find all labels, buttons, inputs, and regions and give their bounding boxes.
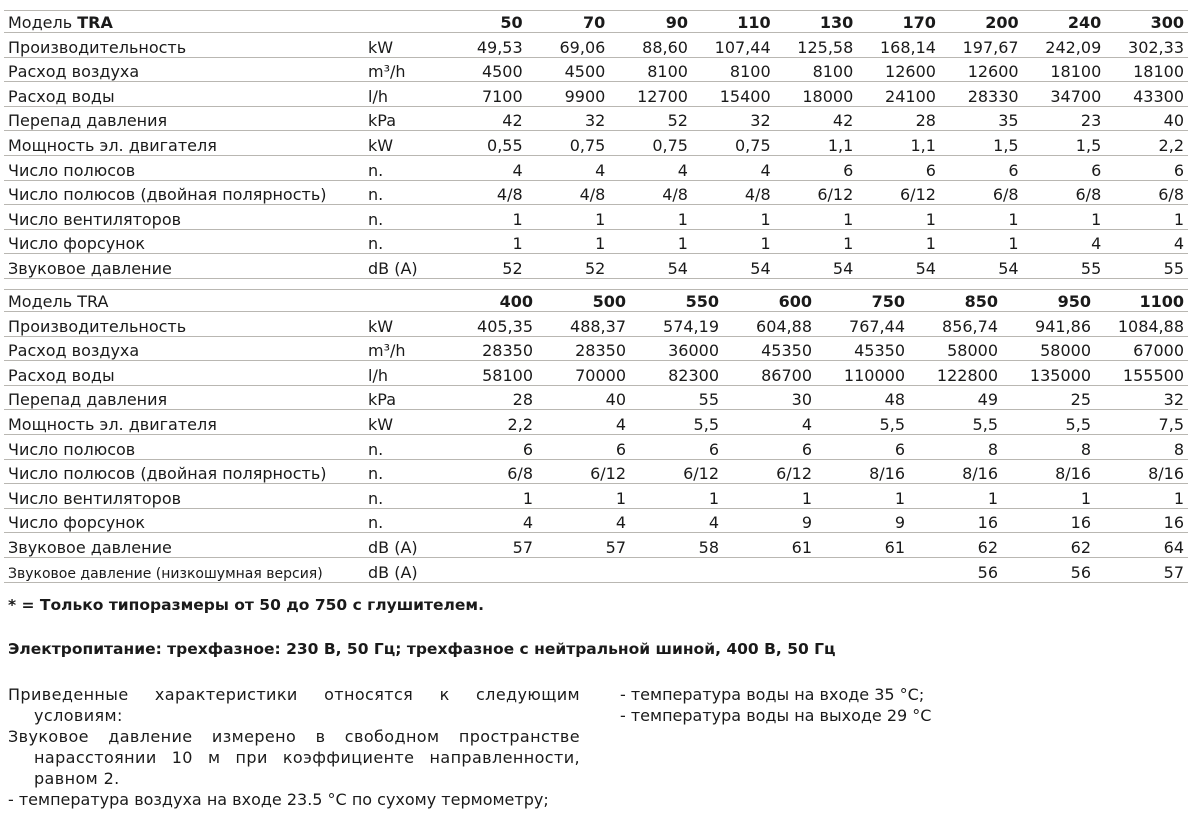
table-cell: 1 — [692, 229, 775, 254]
table-cell: 8 — [909, 434, 1002, 459]
table-cell: 70000 — [537, 361, 630, 386]
table-cell: 23 — [1023, 106, 1106, 131]
row-label: Число полюсов (двойная полярность) — [4, 180, 366, 205]
table-cell: 1 — [723, 484, 816, 509]
table-cell: 1 — [609, 229, 692, 254]
table-cell: 6 — [816, 434, 909, 459]
table-cell: 1,5 — [940, 131, 1023, 156]
table-row — [4, 385, 1188, 410]
table-cell: 767,44 — [816, 312, 909, 337]
row-unit: kPa — [366, 385, 444, 410]
row-label: Мощность эл. двигателя — [4, 410, 366, 435]
table-cell: 2,2 — [444, 410, 537, 435]
table-cell: 6/8 — [940, 180, 1023, 205]
table-cell: 40 — [1105, 106, 1188, 131]
row-unit: kW — [366, 410, 444, 435]
table-cell: 4/8 — [527, 180, 610, 205]
row-unit: dB (A) — [366, 254, 444, 279]
table-cell: 28330 — [940, 82, 1023, 107]
conditions-air-temp: - температура воздуха на входе 23.5 °С по сухому термометру; — [8, 790, 549, 809]
table-cell: 4 — [444, 508, 537, 533]
row-label: Расход воды — [4, 361, 366, 386]
table-cell: 42 — [444, 106, 527, 131]
table-cell: 4 — [723, 410, 816, 435]
table-cell: 6 — [857, 155, 940, 180]
table-cell: 55 — [630, 385, 723, 410]
table-row — [4, 312, 1188, 337]
table-cell: 4 — [630, 508, 723, 533]
table-cell: 155500 — [1095, 361, 1188, 386]
table-cell — [723, 557, 816, 582]
row-unit: l/h — [366, 361, 444, 386]
table-cell: 8/16 — [1095, 459, 1188, 484]
table-cell: 86700 — [723, 361, 816, 386]
table-cell: 52 — [444, 254, 527, 279]
conditions-right — [620, 684, 1040, 726]
unit-header — [366, 11, 444, 33]
table-cell: 6/12 — [723, 459, 816, 484]
table-cell: 28 — [444, 385, 537, 410]
table-cell: 0,75 — [527, 131, 610, 156]
spec-table-2 — [4, 289, 1188, 583]
table-cell: 12600 — [857, 57, 940, 82]
table-row — [4, 557, 1188, 582]
table-cell: 28 — [857, 106, 940, 131]
table-cell: 574,19 — [630, 312, 723, 337]
table-cell: 1 — [857, 229, 940, 254]
table-cell: 197,67 — [940, 33, 1023, 58]
table-cell: 1 — [444, 229, 527, 254]
table-cell: 6/8 — [444, 459, 537, 484]
power-supply-note: Электропитание: трехфазное: 230 В, 50 Гц; трехфазное с нейтральной шиной, 400 В, 50 Гц — [8, 640, 836, 658]
table-cell: 6 — [630, 434, 723, 459]
table-cell: 18100 — [1023, 57, 1106, 82]
table-row — [4, 106, 1188, 131]
model-number: 110 — [692, 11, 775, 33]
table-cell: 6 — [537, 434, 630, 459]
model-number: 850 — [909, 290, 1002, 312]
table-cell: 24100 — [857, 82, 940, 107]
model-label-prefix: Модель — [8, 13, 78, 32]
model-number: 50 — [444, 11, 527, 33]
table-row — [4, 336, 1188, 361]
table-cell: 405,35 — [444, 312, 537, 337]
table-cell: 242,09 — [1023, 33, 1106, 58]
table-cell: 5,5 — [1002, 410, 1095, 435]
table-cell: 4/8 — [444, 180, 527, 205]
table-cell: 58000 — [1002, 336, 1095, 361]
table-cell: 6/8 — [1023, 180, 1106, 205]
row-unit: n. — [366, 155, 444, 180]
table-cell — [537, 557, 630, 582]
table-cell: 4500 — [527, 57, 610, 82]
table-cell: 4/8 — [609, 180, 692, 205]
table-cell: 1 — [816, 484, 909, 509]
table-cell: 4/8 — [692, 180, 775, 205]
table-cell: 18100 — [1105, 57, 1188, 82]
table-cell: 8/16 — [1002, 459, 1095, 484]
table-cell: 0,75 — [609, 131, 692, 156]
unit-header — [366, 290, 444, 312]
model-number: 1100 — [1095, 290, 1188, 312]
table-row — [4, 508, 1188, 533]
table-row — [4, 361, 1188, 386]
table-cell — [630, 557, 723, 582]
spec-table-1 — [4, 10, 1188, 279]
table-row — [4, 254, 1188, 279]
table-cell: 302,33 — [1105, 33, 1188, 58]
table-cell: 16 — [1002, 508, 1095, 533]
table-cell: 16 — [1095, 508, 1188, 533]
model-number: 600 — [723, 290, 816, 312]
table-cell: 4500 — [444, 57, 527, 82]
conditions-left — [8, 684, 580, 810]
table-cell: 1 — [1105, 205, 1188, 230]
table-cell: 6 — [1105, 155, 1188, 180]
table-row — [4, 205, 1188, 230]
model-number: 240 — [1023, 11, 1106, 33]
model-number: 70 — [527, 11, 610, 33]
table-cell: 25 — [1002, 385, 1095, 410]
row-label: Звуковое давление — [4, 254, 366, 279]
table-cell: 2,2 — [1105, 131, 1188, 156]
table-row — [4, 82, 1188, 107]
row-unit: n. — [366, 180, 444, 205]
table-cell: 40 — [537, 385, 630, 410]
table-cell: 941,86 — [1002, 312, 1095, 337]
row-label: Число полюсов — [4, 155, 366, 180]
table-cell: 125,58 — [775, 33, 858, 58]
conditions-intro: Приведенные характеристики относятся к следующим условиям: — [8, 685, 580, 725]
table-row — [4, 533, 1188, 558]
table-cell: 15400 — [692, 82, 775, 107]
table-cell: 8/16 — [909, 459, 1002, 484]
table-cell: 4 — [1105, 229, 1188, 254]
model-label-series: TRA — [77, 13, 113, 32]
row-unit: dB (A) — [366, 533, 444, 558]
table-cell: 61 — [816, 533, 909, 558]
table-cell — [816, 557, 909, 582]
table-cell: 16 — [909, 508, 1002, 533]
table-cell: 1 — [537, 484, 630, 509]
model-header-row — [4, 290, 1188, 312]
table-cell: 6/12 — [537, 459, 630, 484]
table-cell: 135000 — [1002, 361, 1095, 386]
model-number: 950 — [1002, 290, 1095, 312]
table-cell: 32 — [1095, 385, 1188, 410]
table-cell: 8100 — [609, 57, 692, 82]
table-cell: 4 — [692, 155, 775, 180]
table-cell: 55 — [1023, 254, 1106, 279]
table-cell: 488,37 — [537, 312, 630, 337]
row-label: Расход воды — [4, 82, 366, 107]
model-number: 300 — [1105, 11, 1188, 33]
table-cell: 4 — [1023, 229, 1106, 254]
table-cell: 18000 — [775, 82, 858, 107]
table-cell: 1 — [940, 205, 1023, 230]
table-cell: 8 — [1002, 434, 1095, 459]
model-header-row — [4, 11, 1188, 33]
silencer-note: * = Только типоразмеры от 50 до 750 с глушителем. — [8, 596, 484, 614]
table-cell: 52 — [527, 254, 610, 279]
table-cell: 55 — [1105, 254, 1188, 279]
table-cell: 856,74 — [909, 312, 1002, 337]
table-cell: 57 — [1095, 557, 1188, 582]
table-cell: 62 — [1002, 533, 1095, 558]
table-cell: 4 — [527, 155, 610, 180]
row-label: Производительность — [4, 312, 366, 337]
row-label: Число полюсов — [4, 434, 366, 459]
table-cell: 6 — [444, 434, 537, 459]
table-cell: 1 — [692, 205, 775, 230]
table-cell: 5,5 — [909, 410, 1002, 435]
model-number: 500 — [537, 290, 630, 312]
table-row — [4, 155, 1188, 180]
model-number: 200 — [940, 11, 1023, 33]
table-cell: 54 — [940, 254, 1023, 279]
row-label: Звуковое давление (низкошумная версия) — [4, 557, 366, 582]
table-cell: 168,14 — [857, 33, 940, 58]
row-label: Число вентиляторов — [4, 205, 366, 230]
model-number: 400 — [444, 290, 537, 312]
table-cell: 49,53 — [444, 33, 527, 58]
table-cell: 45350 — [816, 336, 909, 361]
table-row — [4, 33, 1188, 58]
row-label: Мощность эл. двигателя — [4, 131, 366, 156]
row-unit: m³/h — [366, 57, 444, 82]
table-cell: 8100 — [692, 57, 775, 82]
row-unit: dB (A) — [366, 557, 444, 582]
row-unit: kW — [366, 33, 444, 58]
row-unit: n. — [366, 508, 444, 533]
row-label: Производительность — [4, 33, 366, 58]
table-cell: 4 — [537, 410, 630, 435]
table-cell: 36000 — [630, 336, 723, 361]
table-cell: 4 — [444, 155, 527, 180]
table-cell: 6/12 — [775, 180, 858, 205]
table-cell: 32 — [527, 106, 610, 131]
table-cell: 48 — [816, 385, 909, 410]
table-cell: 56 — [1002, 557, 1095, 582]
table-row — [4, 434, 1188, 459]
model-number: 90 — [609, 11, 692, 33]
table-cell: 9 — [816, 508, 909, 533]
table-cell: 1 — [1095, 484, 1188, 509]
table-cell: 1 — [630, 484, 723, 509]
table-cell: 12600 — [940, 57, 1023, 82]
table-cell: 62 — [909, 533, 1002, 558]
table-cell: 64 — [1095, 533, 1188, 558]
table-cell: 110000 — [816, 361, 909, 386]
table-cell: 57 — [444, 533, 537, 558]
table-row — [4, 57, 1188, 82]
table-cell: 6 — [1023, 155, 1106, 180]
table-cell: 122800 — [909, 361, 1002, 386]
table-cell: 8/16 — [816, 459, 909, 484]
row-unit: n. — [366, 484, 444, 509]
table-row — [4, 131, 1188, 156]
table-row — [4, 459, 1188, 484]
table-cell: 58 — [630, 533, 723, 558]
table-cell: 1 — [775, 205, 858, 230]
conditions-water-in: - температура воды на входе 35 °С; — [620, 685, 925, 704]
row-unit: n. — [366, 459, 444, 484]
row-label: Число вентиляторов — [4, 484, 366, 509]
table-cell: 7100 — [444, 82, 527, 107]
table-cell — [444, 557, 537, 582]
table-cell: 4 — [537, 508, 630, 533]
table-cell: 1 — [1002, 484, 1095, 509]
row-unit: n. — [366, 229, 444, 254]
table-cell: 54 — [857, 254, 940, 279]
table-cell: 32 — [692, 106, 775, 131]
table-cell: 88,60 — [609, 33, 692, 58]
row-unit: n. — [366, 205, 444, 230]
row-label: Перепад давления — [4, 385, 366, 410]
table-cell: 1 — [909, 484, 1002, 509]
table-cell: 45350 — [723, 336, 816, 361]
model-label — [4, 11, 366, 33]
row-unit: kW — [366, 312, 444, 337]
row-unit: l/h — [366, 82, 444, 107]
table-cell: 49 — [909, 385, 1002, 410]
table-cell: 0,75 — [692, 131, 775, 156]
table-cell: 1 — [1023, 205, 1106, 230]
table-cell: 1 — [857, 205, 940, 230]
table-cell: 56 — [909, 557, 1002, 582]
table-cell: 1 — [940, 229, 1023, 254]
table-cell: 6/12 — [630, 459, 723, 484]
table-cell: 6/8 — [1105, 180, 1188, 205]
table-cell: 34700 — [1023, 82, 1106, 107]
table-cell: 1 — [527, 229, 610, 254]
table-cell: 604,88 — [723, 312, 816, 337]
table-cell: 6/12 — [857, 180, 940, 205]
table-cell: 54 — [692, 254, 775, 279]
table-cell: 8 — [1095, 434, 1188, 459]
model-number: 550 — [630, 290, 723, 312]
row-label: Число полюсов (двойная полярность) — [4, 459, 366, 484]
table-cell: 61 — [723, 533, 816, 558]
model-label: Модель TRA — [4, 290, 366, 312]
table-row — [4, 229, 1188, 254]
table-cell: 67000 — [1095, 336, 1188, 361]
row-unit: kW — [366, 131, 444, 156]
table-cell: 42 — [775, 106, 858, 131]
table-cell: 28350 — [444, 336, 537, 361]
table-cell: 5,5 — [630, 410, 723, 435]
table-cell: 1 — [444, 205, 527, 230]
table-cell: 52 — [609, 106, 692, 131]
table-cell: 1 — [527, 205, 610, 230]
table-cell: 1 — [444, 484, 537, 509]
conditions-water-out: - температура воды на выходе 29 °С — [620, 706, 932, 725]
table-row — [4, 484, 1188, 509]
row-label: Звуковое давление — [4, 533, 366, 558]
table-cell: 1084,88 — [1095, 312, 1188, 337]
table-cell: 1,1 — [857, 131, 940, 156]
table-cell: 6 — [775, 155, 858, 180]
row-unit: n. — [366, 434, 444, 459]
row-label: Расход воздуха — [4, 57, 366, 82]
table-cell: 43300 — [1105, 82, 1188, 107]
table-row — [4, 180, 1188, 205]
table-cell: 35 — [940, 106, 1023, 131]
table-cell: 4 — [609, 155, 692, 180]
table-cell: 54 — [609, 254, 692, 279]
row-label: Число форсунок — [4, 508, 366, 533]
row-label: Число форсунок — [4, 229, 366, 254]
table-cell: 0,55 — [444, 131, 527, 156]
row-unit: m³/h — [366, 336, 444, 361]
row-label: Расход воздуха — [4, 336, 366, 361]
model-number: 750 — [816, 290, 909, 312]
conditions-sound: Звуковое давление измерено в свободном пространстве нарасстоянии 10 м при коэффициенте направленности, равном 2. — [8, 727, 580, 788]
table-cell: 7,5 — [1095, 410, 1188, 435]
row-label: Перепад давления — [4, 106, 366, 131]
table-cell: 30 — [723, 385, 816, 410]
table-cell: 6 — [723, 434, 816, 459]
table-cell: 69,06 — [527, 33, 610, 58]
table-cell: 58100 — [444, 361, 537, 386]
table-cell: 12700 — [609, 82, 692, 107]
model-number: 130 — [775, 11, 858, 33]
table-cell: 1 — [609, 205, 692, 230]
table-cell: 6 — [940, 155, 1023, 180]
table-cell: 58000 — [909, 336, 1002, 361]
table-cell: 1,1 — [775, 131, 858, 156]
table-cell: 1 — [775, 229, 858, 254]
table-cell: 5,5 — [816, 410, 909, 435]
table-cell: 1,5 — [1023, 131, 1106, 156]
table-cell: 107,44 — [692, 33, 775, 58]
table-cell: 82300 — [630, 361, 723, 386]
row-unit: kPa — [366, 106, 444, 131]
table-row — [4, 410, 1188, 435]
table-cell: 28350 — [537, 336, 630, 361]
table-cell: 57 — [537, 533, 630, 558]
model-number: 170 — [857, 11, 940, 33]
table-cell: 9900 — [527, 82, 610, 107]
table-cell: 8100 — [775, 57, 858, 82]
table-cell: 54 — [775, 254, 858, 279]
table-cell: 9 — [723, 508, 816, 533]
